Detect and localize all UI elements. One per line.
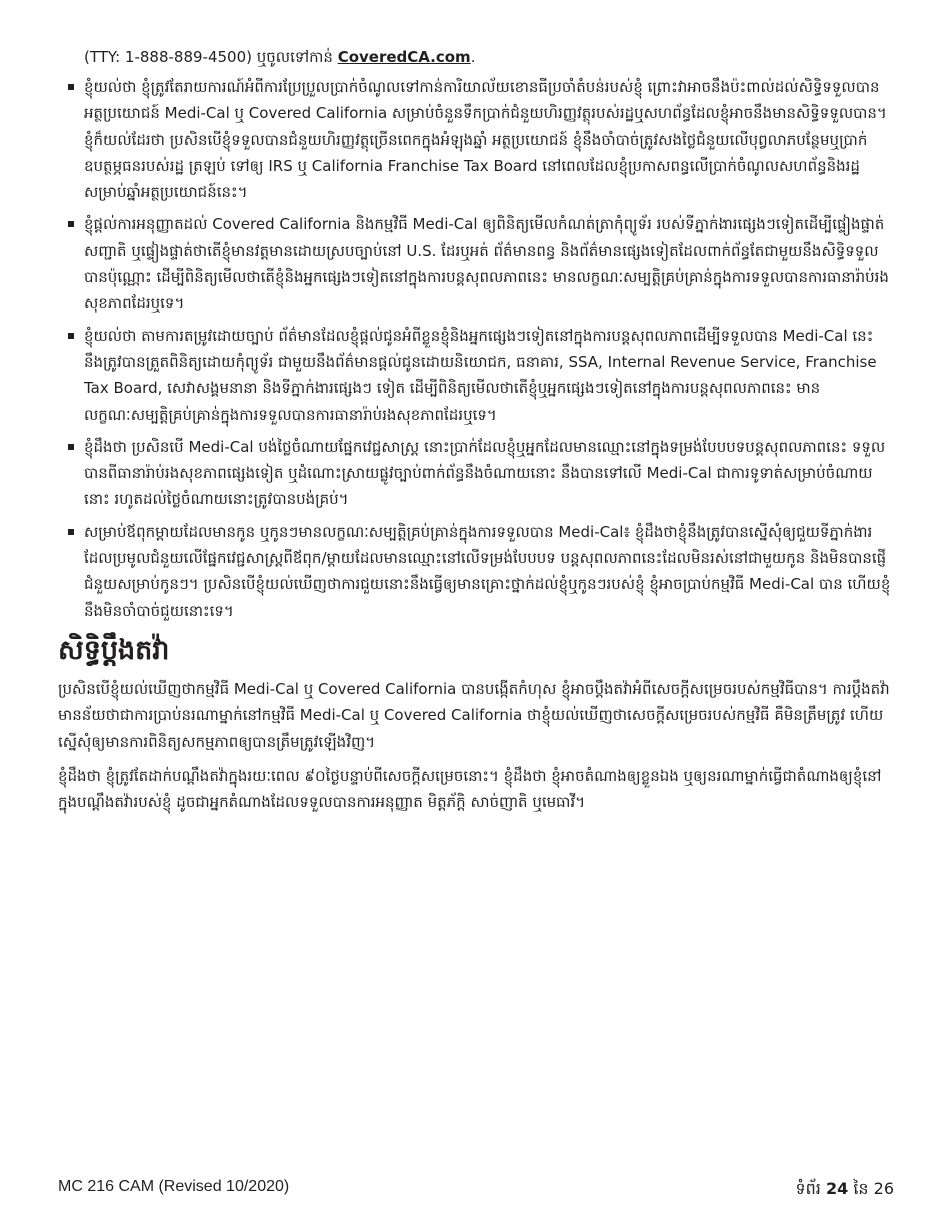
contact-text: (TTY: 1-888-889-4500) ឬចូលទៅកាន់	[84, 48, 338, 66]
coveredca-link[interactable]: CoveredCA.com	[337, 48, 471, 66]
appeal-deadline-paragraph: ខ្ញុំដឹងថា ខ្ញុំត្រូវតែដាក់បណ្តឹងតវ៉ាក្នុងរយៈពេល ៩០ថ្ងៃបន្ទាប់ពីសេចក្តីសម្រេចនោះ។ ខ្ញុំដឹងថា ខ្ញុំអាចតំណាងឲ្យខ្លួនឯង ឬឲ្យនរណាម្នាក់ធ្វើជាតំណាងឲ្យខ្ញុំនៅក្នុងបណ្តឹងតវ៉ារបស់ខ្ញុំ ដូចជាអ្នកតំណាងដែលទទួលបានការអនុញ្ញាត មិត្តភ័ក្តិ សាច់ញាតិ ឬមេធាវី។	[58, 766, 882, 812]
appeal-paragraph: ប្រសិនបើខ្ញុំយល់ឃើញថាកម្មវិធី Medi-Cal ឬ Covered California បានបង្កើតកំហុស ខ្ញុំអាចប្តឹងតវ៉ាអំពីសេចក្តីសម្រេចរបស់កម្មវិធីបាន។ ការប្តឹងតវ៉ាមានន័យថាជាការប្រាប់នរណាម្នាក់នៅកម្មវិធី Medi-Cal ឬ Covered California ថាខ្ញុំយល់ឃើញថាសេចក្តីសម្រេចរបស់កម្មវិធី គឺមិនត្រឹមត្រូវ ហើយស្នើសុំឲ្យមានការពិនិត្យសកម្មភាពឲ្យបានត្រឹមត្រូវឡើងវិញ។	[58, 679, 890, 751]
list-item-text: ខ្ញុំយល់ថា ខ្ញុំត្រូវតែរាយការណ៍អំពីការប្រែប្រួលប្រាក់ចំណូលទៅកាន់ការិយាល័យខោនធីប្រចាំតំបន់របស់ខ្ញុំ ព្រោះវាអាចនឹងប៉ះពាល់ដល់សិទ្ធិទទួលបានអត្ថប្រយោជន៍ Medi-Cal ឬ Covered California សម្រាប់ចំនួនទឹកប្រាក់ជំនួយហិរញ្ញវត្ថុរបស់រដ្ឋឬសហព័ន្ធដែលខ្ញុំអាចនឹងមានសិទ្ធិទទួលបាន។ ខ្ញុំក៏យល់ដែរថា ប្រសិនបើខ្ញុំទទួលបានជំនួយហិរញ្ញវត្ថុច្រើនពេកក្នុងអំឡុងឆ្នាំ អត្ថប្រយោជន៍ ខ្ញុំនឹងចាំបាច់ត្រូវសងថ្លៃជំនួយលើបុព្វលាភបន្ថែមឬប្រាក់ឧបត្ថម្ភធនរបស់រដ្ឋ ត្រឡប់ ទៅឲ្យ IRS ឬ California Franchise Tax Board នៅពេលដែលខ្ញុំប្រកាសពន្ធលើប្រាក់ចំណូលសហព័ន្ធនិងរដ្ឋ សម្រាប់ឆ្នាំអត្ថប្រយោជន៍នេះ។	[84, 78, 887, 202]
contact-suffix: .	[470, 48, 476, 66]
list-item-text: សម្រាប់ឪពុកម្តាយដែលមានកូន ឬកូនៗមានលក្ខណៈសម្បត្តិគ្រប់គ្រាន់ក្នុងការទទួលបាន Medi-Cal៖ ខ្ញុំដឹងថាខ្ញុំនឹងត្រូវបានស្នើសុំឲ្យជួយទីភ្នាក់ងារដែលប្រមូលជំនួយលើផ្នែកវេជ្ជសាស្ត្រពីឪពុក/ម្តាយដែលមានឈ្មោះនៅលើទម្រង់បែបបទ បន្តសុពលភាពនេះដែលមិនរស់នៅជាមួយកូន និងមិនបានផ្ញើជំនួយសម្រាប់កូនៗ។ ប្រសិនបើខ្ញុំយល់ឃើញថាការជួយនោះនឹងធ្វើឲ្យមានគ្រោះថ្នាក់ដល់ខ្ញុំឬកូនៗរបស់ខ្ញុំ ខ្ញុំអាចប្រាប់កម្មវិធី Medi-Cal បាន ហើយខ្ញុំនឹងមិនចាំបាច់ជួយនោះទេ។	[84, 522, 891, 620]
list-item	[58, 519, 894, 624]
bullet-icon	[68, 221, 74, 227]
acknowledgement-list	[58, 74, 894, 624]
list-item	[58, 211, 894, 316]
bullet-icon	[68, 333, 74, 339]
total-pages: 26	[873, 1179, 894, 1198]
list-item-text: ខ្ញុំយល់ថា តាមការតម្រូវដោយច្បាប់ ព័ត៌មានដែលខ្ញុំផ្តល់ជូនអំពីខ្លួនខ្ញុំនិងអ្នកផ្សេងៗទៀតនៅក្នុងការបន្តសុពលភាពដើម្បីទទួលបាន Medi-Cal នេះ នឹងត្រូវបានត្រួតពិនិត្យដោយកុំព្យូទ័រ ជាមួយនឹងព័ត៌មានផ្តល់ជូនដោយនិយោជក, ធនាគារ, SSA, Internal Revenue Service, Franchise Tax Board, សេវាសង្គមនានា និងទីភ្នាក់ងារផ្សេងៗ ទៀត ដើម្បីពិនិត្យមើលថាតើខ្ញុំឬអ្នកផ្សេងៗទៀតនៅក្នុងការបន្តសុពលភាពនេះ មានលក្ខណៈសម្បត្តិគ្រប់គ្រាន់ក្នុងការទទួលបានការធានារ៉ាប់រងសុខភាពដែរឬទេ។	[84, 326, 877, 424]
bullet-icon	[68, 529, 74, 535]
bullet-icon	[68, 84, 74, 90]
section-heading: សិទ្ធិប្តឹងតវ៉ា	[58, 634, 170, 666]
page-indicator	[795, 1178, 894, 1202]
current-page-number: 24	[825, 1179, 849, 1198]
list-item	[58, 323, 894, 428]
bullet-icon	[68, 444, 74, 450]
contact-line	[84, 44, 894, 70]
page-content	[58, 44, 894, 823]
list-item-text: ខ្ញុំផ្តល់ការអនុញ្ញាតដល់ Covered California និងកម្មវិធី Medi-Cal ឲ្យពិនិត្យមើលកំណត់ត្រាកុំព្យូទ័រ របស់ទីភ្នាក់ងារផ្សេងៗទៀតដើម្បីផ្ទៀងផ្ទាត់សញ្ជាតិ ឬផ្ទៀងផ្ទាត់ថាតើខ្ញុំមានវត្តមានដោយស្របច្បាប់នៅ U.S. ដែរឬអត់ ព័ត៌មានពន្ធ និងព័ត៌មានផ្សេងទៀតដែលពាក់ព័ន្ធតែជាមួយនឹងសិទ្ធិទទួលបានប៉ុណ្ណោះ ដើម្បីពិនិត្យមើលថាតើខ្ញុំនិងអ្នកផ្សេងៗទៀតនៅក្នុងការបន្តសុពលភាពនេះ មានលក្ខណៈសម្បត្តិគ្រប់គ្រាន់ក្នុងការទទួលបានការធានារ៉ាប់រងសុខភាពដែរឬទេ។	[84, 215, 889, 313]
form-identifier: MC 216 CAM (Revised 10/2020)	[58, 1178, 290, 1195]
list-item	[58, 434, 894, 513]
list-item-text: ខ្ញុំដឹងថា ប្រសិនបើ Medi-Cal បង់ថ្លៃចំណាយផ្នែកវេជ្ជសាស្ត្រ នោះប្រាក់ដែលខ្ញុំឬអ្នកដែលមានឈ្មោះនៅក្នុងទម្រង់បែបបទបន្តសុពលភាពនេះ ទទួលបានពីធានារ៉ាប់រងសុខភាពផ្សេងទៀត ឬដំណោះស្រាយផ្លូវច្បាប់ពាក់ព័ន្ធនឹងចំណាយនោះ នឹងបានទៅលើ Medi-Cal ជាការទូទាត់សម្រាប់ចំណាយនោះ រហូតដល់ថ្លៃចំណាយនោះត្រូវបានបង់គ្រប់។	[84, 437, 886, 509]
page-label: ទំព័រ	[795, 1179, 821, 1198]
of-label: នៃ	[853, 1179, 869, 1198]
list-item	[58, 74, 894, 205]
